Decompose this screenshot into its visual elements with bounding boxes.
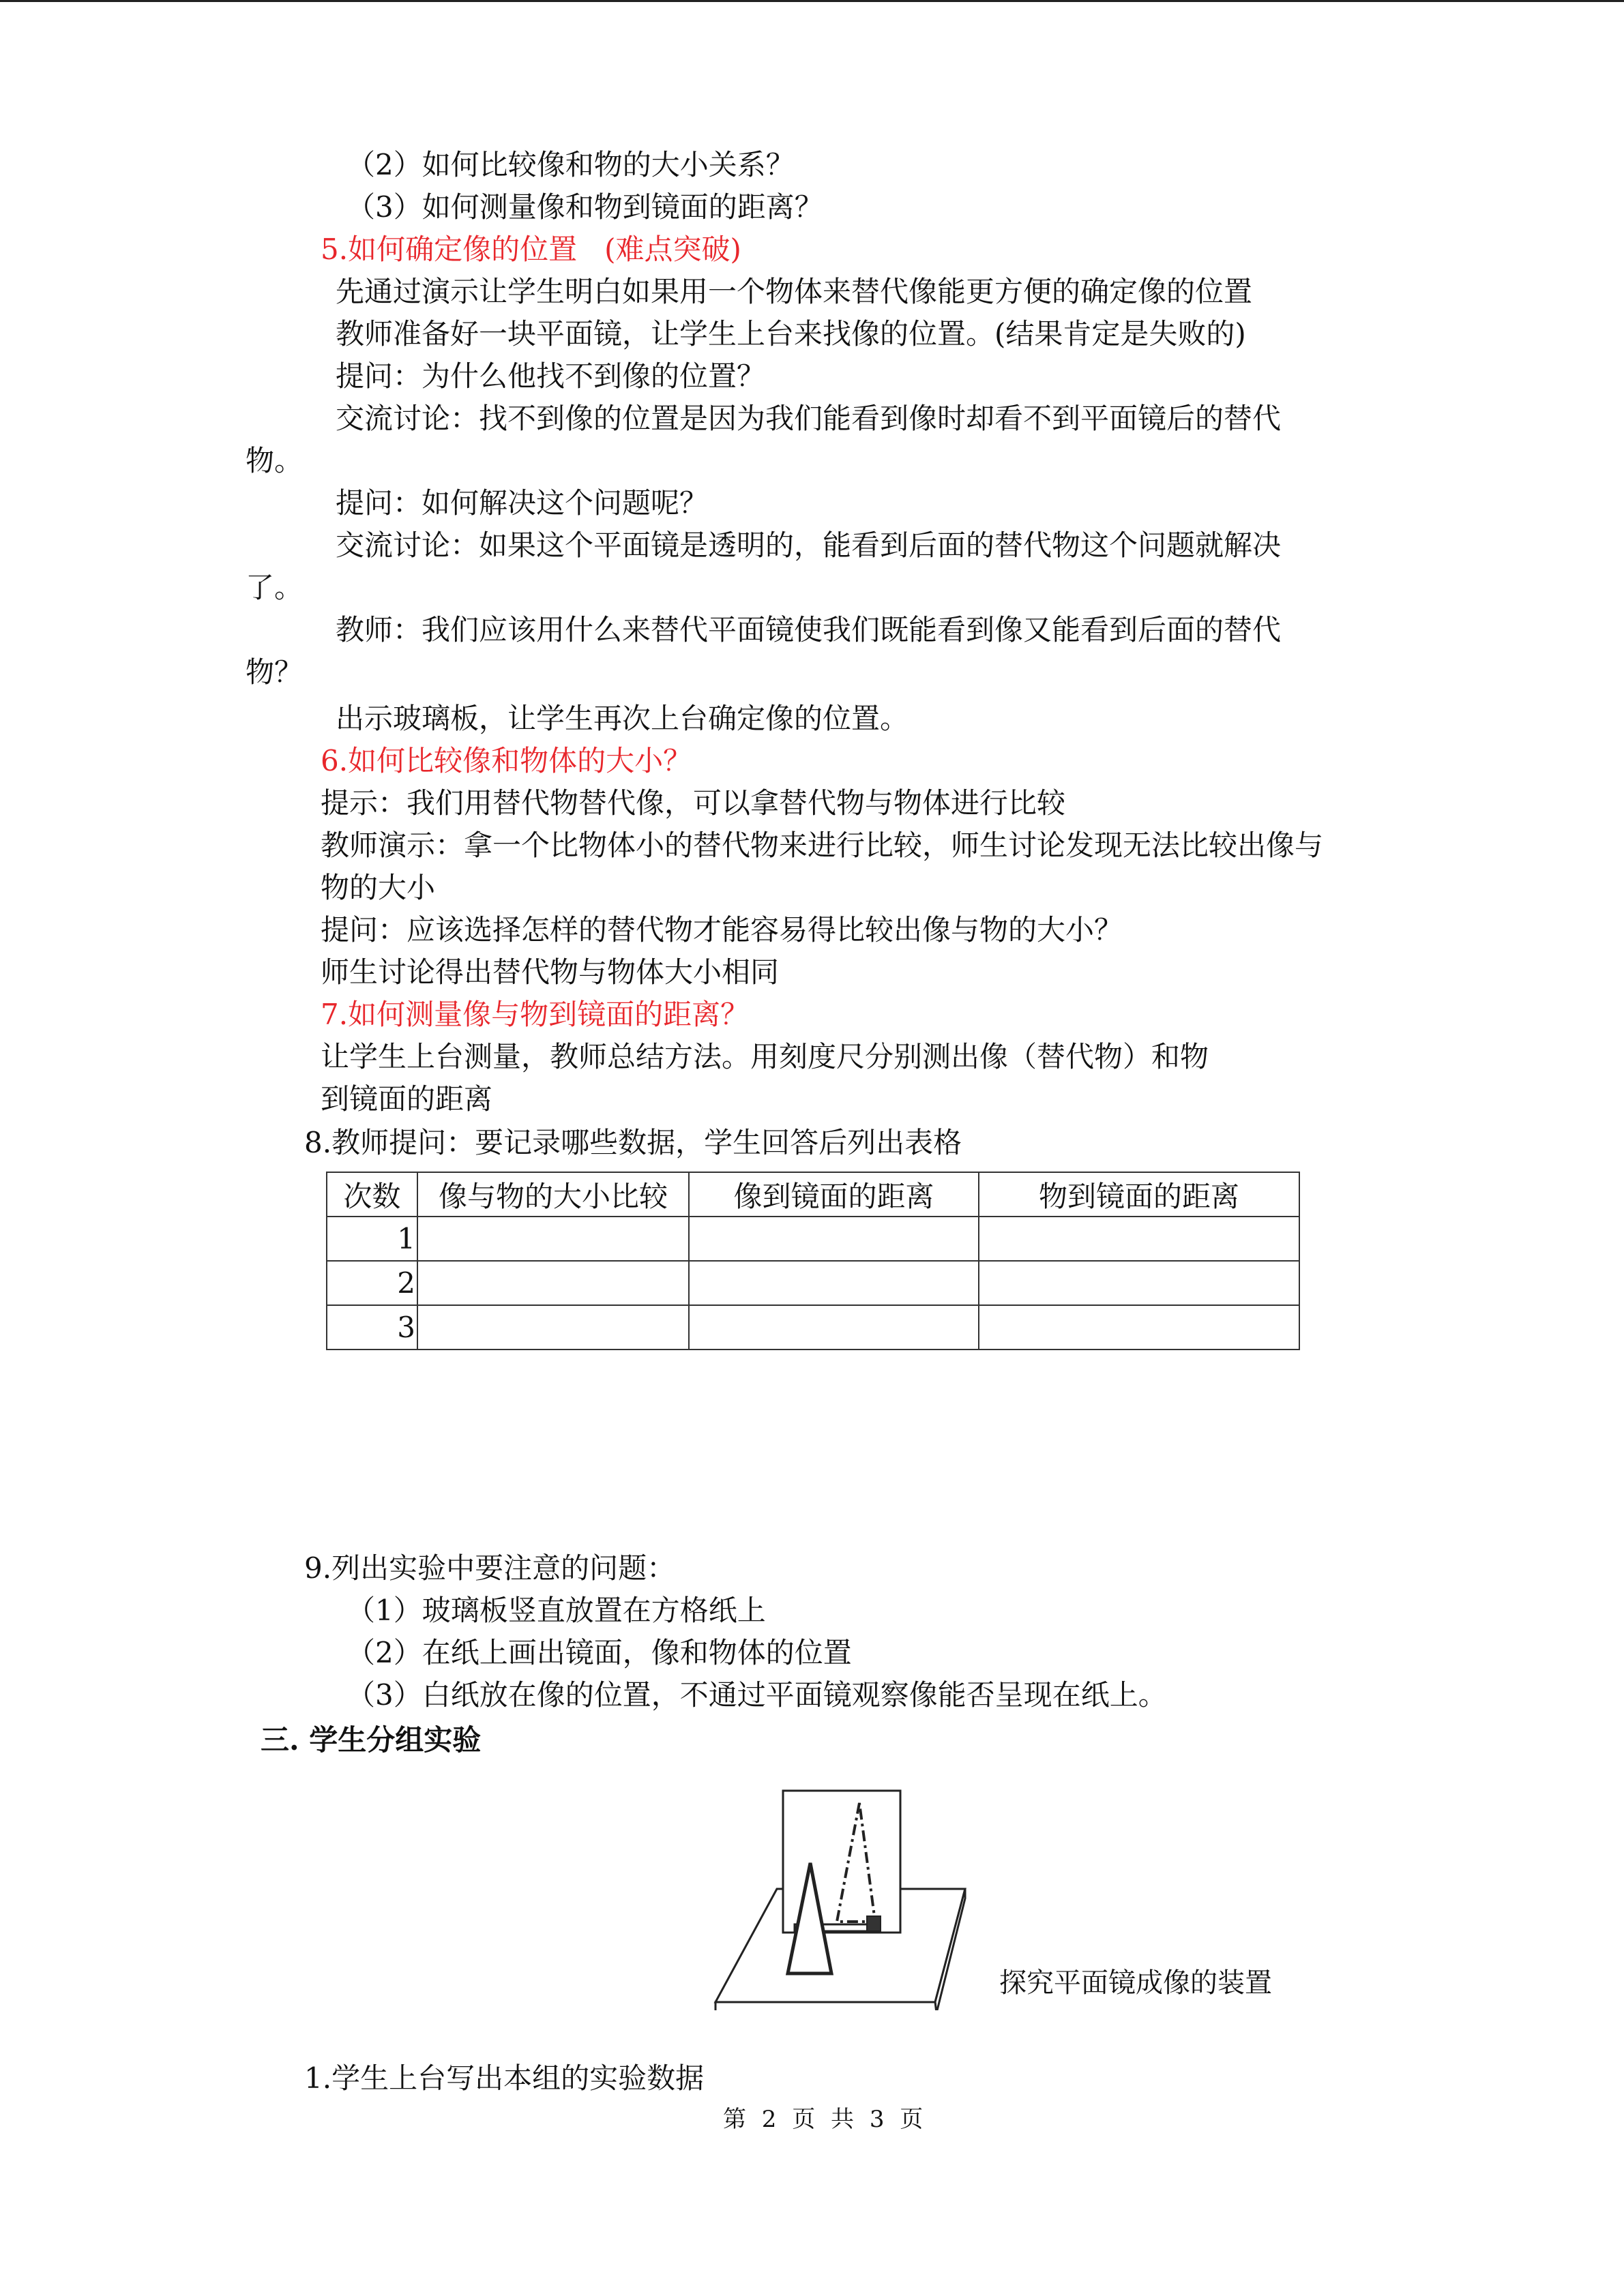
- mirror-experiment-apparatus-illustration: [713, 1785, 972, 2010]
- paragraph-line: 物的大小: [321, 871, 436, 904]
- paragraph-line: 提示：我们用替代物替代像，可以拿替代物与物体进行比较: [321, 786, 1066, 820]
- trial-number-cell: 3: [327, 1305, 417, 1350]
- top-border: [0, 0, 1624, 2]
- table-cell: [417, 1305, 689, 1350]
- paragraph-line: 教师演示：拿一个比物体小的替代物来进行比较，师生讨论发现无法比较出像与: [321, 829, 1324, 862]
- trial-number-cell: 1: [327, 1217, 417, 1261]
- trial-number-cell: 2: [327, 1261, 417, 1305]
- section-5-title: 5.如何确定像的位置: [321, 233, 578, 266]
- paragraph-line: 教师准备好一块平面镜，让学生上台来找像的位置。(结果肯定是失败的): [336, 317, 1246, 351]
- table-row: [327, 1217, 1299, 1261]
- paragraph-line: 师生讨论得出替代物与物体大小相同: [321, 955, 780, 989]
- table-cell: [417, 1261, 689, 1305]
- data-record-table: [326, 1172, 1300, 1350]
- section-3-heading: 三. 学生分组实验: [261, 1723, 482, 1757]
- table-header-cell: 物到镜面的距离: [979, 1172, 1299, 1217]
- table-cell: [979, 1305, 1299, 1350]
- table-cell: [689, 1217, 979, 1261]
- paragraph-line: 提问：如何解决这个问题呢？: [336, 486, 709, 520]
- paragraph-line: 提问：应该选择怎样的替代物才能容易得比较出像与物的大小？: [321, 913, 1123, 946]
- caution-item: （3）白纸放在像的位置，不通过平面镜观察像能否呈现在纸上。: [346, 1678, 1167, 1712]
- paragraph-line: 出示玻璃板，让学生再次上台确定像的位置。: [336, 702, 909, 735]
- paragraph-line: 交流讨论：如果这个平面镜是透明的，能看到后面的替代物这个问题就解决: [336, 528, 1282, 562]
- table-cell: [979, 1261, 1299, 1305]
- table-cell: [689, 1261, 979, 1305]
- section-3-line-1: 1.学生上台写出本组的实验数据: [304, 2061, 705, 2095]
- page-footer: 第 2 页 共 3 页: [723, 2106, 928, 2133]
- paragraph-line: 交流讨论：找不到像的位置是因为我们能看到像时却看不到平面镜后的替代: [336, 402, 1282, 435]
- caution-item: （1）玻璃板竖直放置在方格纸上: [346, 1594, 766, 1627]
- question-2: （2）如何比较像和物的大小关系？: [346, 148, 795, 181]
- paragraph-line: 物？: [246, 655, 304, 689]
- section-5-heading: [321, 230, 741, 269]
- paragraph-line: 先通过演示让学生明白如果用一个物体来替代像能更方便的确定像的位置: [336, 275, 1253, 308]
- paragraph-line: 教师：我们应该用什么来替代平面镜使我们既能看到像又能看到后面的替代: [336, 613, 1282, 646]
- table-row: [327, 1261, 1299, 1305]
- table-cell: [417, 1217, 689, 1261]
- table-row: [327, 1305, 1299, 1350]
- table-cell: [689, 1305, 979, 1350]
- table-header-cell: 次数: [327, 1172, 417, 1217]
- table-header-row: [327, 1172, 1299, 1217]
- question-3: （3）如何测量像和物到镜面的距离？: [346, 190, 823, 224]
- section-8-line: 8.教师提问：要记录哪些数据，学生回答后列出表格: [304, 1126, 962, 1159]
- table-cell: [979, 1217, 1299, 1261]
- paragraph-line: 物。: [246, 444, 304, 477]
- section-7-title: 7.如何测量像与物到镜面的距离？: [321, 998, 750, 1031]
- table-header-cell: 像与物的大小比较: [417, 1172, 689, 1217]
- paragraph-line: 了。: [246, 571, 304, 604]
- caution-item: （2）在纸上画出镜面，像和物体的位置: [346, 1636, 852, 1669]
- section-9-title: 9.列出实验中要注意的问题：: [304, 1551, 676, 1585]
- section-5-tag: (难点突破): [604, 233, 741, 266]
- paragraph-line: 到镜面的距离: [321, 1082, 493, 1116]
- section-6-title: 6.如何比较像和物体的大小？: [321, 744, 692, 777]
- figure-caption: 探究平面镜成像的装置: [999, 1967, 1272, 1999]
- paragraph-line: 提问：为什么他找不到像的位置？: [336, 359, 766, 393]
- paragraph-line: 让学生上台测量，教师总结方法。用刻度尺分别测出像（替代物）和物: [321, 1040, 1209, 1073]
- table-header-cell: 像到镜面的距离: [689, 1172, 979, 1217]
